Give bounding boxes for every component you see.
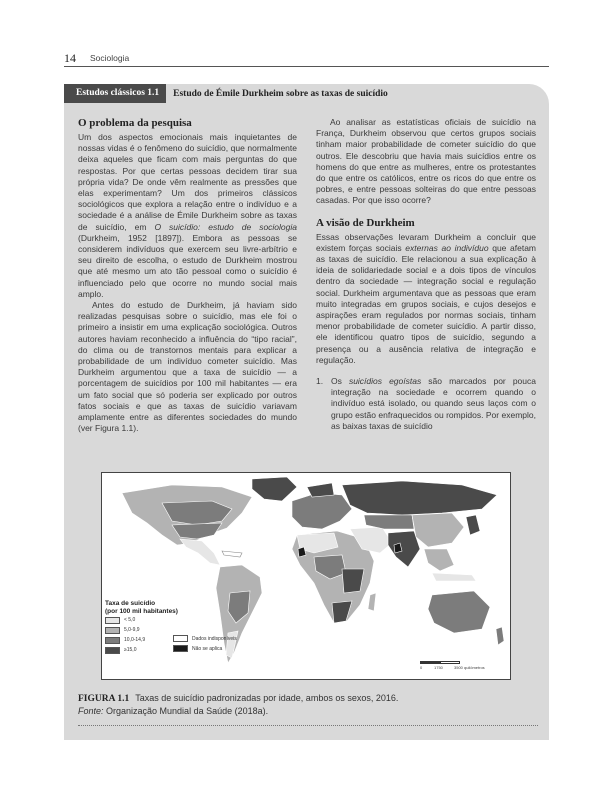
map-region	[172, 523, 222, 539]
map-region	[332, 601, 352, 623]
legend-not-applicable: Não se aplica	[173, 645, 222, 652]
map-region	[252, 477, 297, 501]
box-title: Estudo de Émile Durkheim sobre as taxas de suicídio	[173, 88, 388, 99]
list-item: 1. Os suicídios egoístas são marcados por pouca integração na sociedade e ocorrem quando o indivíduo está isolado, ou quando seus laços com o grupo estão enfraquecidos ou rompidos. Por exemplo, as baixas taxas de suicídio	[316, 376, 536, 431]
page-number: 14	[64, 51, 76, 65]
map-region	[496, 627, 504, 645]
map-scale-bar	[420, 659, 500, 673]
map-region	[222, 551, 242, 557]
running-title: Sociologia	[90, 53, 130, 63]
legend-swatch	[105, 627, 120, 634]
legend-row: ≥15,0	[105, 645, 285, 655]
section-heading-durkheim-view: A visão de Durkheim	[316, 216, 415, 229]
paragraph: Ao analisar as estatísticas oficiais de suicídio na França, Durkheim observou que certos grupos sociais tinham maior probabilidade de cometer suicídio do que outros. Ele descobriu que havia mais suicídios entre os homens do que entre as mulheres, entre os protestantes do que entre os católicos, entre os ricos do que entre os pobres, e entre pessoas solteiras do que entre pessoas casadas. Por que isso ocorre?	[316, 117, 536, 206]
running-header	[64, 53, 549, 67]
right-column	[316, 117, 536, 432]
map-region	[180, 539, 220, 565]
map-region	[368, 593, 376, 611]
map-region	[424, 549, 454, 571]
figure-description: Taxas de suicídio padronizadas por idade, ambos os sexos, 2016.	[135, 693, 399, 703]
map-region	[412, 513, 464, 547]
box-divider	[78, 725, 538, 726]
legend-no-data: Dados indisponíveis	[173, 635, 237, 642]
map-region	[307, 483, 334, 497]
box-tag: Estudos clássicos 1.1	[64, 84, 166, 103]
legend-swatch	[105, 647, 120, 654]
suicide-types-list	[316, 376, 536, 432]
world-suicide-map	[101, 472, 511, 680]
figure-source: Fonte: Organização Mundial da Saúde (2018a).	[78, 706, 269, 716]
map-region	[342, 481, 497, 515]
scale-label-0: 0	[420, 665, 423, 670]
legend-row: 10,0-14,9	[105, 635, 285, 645]
paragraph: Um dos aspectos emocionais mais inquietantes de nossas vidas é o fenômeno do suicídio, que normalmente deixa aqueles que ficam com mais perguntas do que respostas. Por que certas pessoas decidem tirar sua própria vida? De onde vêm realmente as pressões que elas experimentam? Um dos primeiros clássicos sociológicos que explora a relação entre o indivíduo e a sociedade é a análise de Émile Durkheim sobre as taxas de suicídio, em O suicídio: estudo de sociologia (Durkheim, 1952 [1897]). Embora as pessoas se considerem indivíduos que exercem seu livre-arbítrio e seu direito de escolha, o estudo de Durkheim mostrou que até mesmo um ato tão pessoal como o suicídio é influenciado pelo que ocorre no mundo social mais amplo.	[78, 132, 297, 299]
paragraph: Antes do estudo de Durkheim, já haviam sido realizadas pesquisas sobre o suicídio, mas ele foi o primeiro a insistir em uma explicação sociológica. Outros autores haviam reconhecido a influência do “tipo racial”, do clima ou de transtornos mentais para explicar a probabilidade de um indivíduo cometer suicídio. Mas Durkheim argumentou que a taxa de suicídio — a porcentagem de suicídios por 100 mil habitantes — era um fato social que só poderia ser explicado por outros fatos sociais e que as taxas de suicídio variavam amplamente entre as diferentes sociedades do mundo (ver Figura 1.1).	[78, 300, 297, 434]
legend-swatch	[105, 637, 120, 644]
map-region	[388, 531, 420, 567]
legend-subtitle: (por 100 mil habitantes)	[105, 607, 178, 615]
map-region	[364, 515, 414, 529]
figure-caption	[78, 692, 538, 717]
legend-row: < 5,0	[105, 615, 285, 625]
box-header	[64, 84, 388, 103]
classic-studies-box	[64, 84, 549, 740]
legend-swatch	[173, 635, 188, 642]
section-heading-research-problem: O problema da pesquisa	[78, 117, 192, 129]
scale-label-2: 3500 quilômetros	[454, 665, 485, 670]
map-region	[292, 493, 352, 529]
legend-title: Taxa de suicídio	[105, 600, 156, 607]
map-region	[466, 515, 480, 535]
legend-swatch	[105, 617, 120, 624]
map-legend	[105, 600, 285, 655]
map-region	[428, 591, 490, 633]
scale-segment	[440, 661, 460, 664]
figure-label: FIGURA 1.1	[78, 694, 130, 704]
map-region	[432, 573, 476, 581]
scale-label-1: 1750	[434, 665, 443, 670]
book-title: O suicídio: estudo de sociologia	[154, 221, 297, 232]
left-column	[78, 117, 297, 434]
paragraph: Essas observações levaram Durkheim a concluir que existem forças sociais externas ao indivíduo que afetam as taxas de suicídio. Ele relacionou a sua explicação à ideia de solidariedade social e a dois tipos de vínculos dentro da sociedade — integração social e regulação social. Durkheim argumentava que as pessoas que eram muito integradas em grupos sociais, e cujos desejos e aspirações eram regulados por normas sociais, tinham menor probabilidade de cometer suicídio. A partir disso, ele identificou quatro tipos de suicídio, segundo a presença ou a ausência relativa de integração e regulação.	[316, 231, 537, 365]
legend-row: 5,0-9,9	[105, 625, 285, 635]
legend-swatch	[173, 645, 188, 652]
scale-segment	[420, 661, 440, 664]
